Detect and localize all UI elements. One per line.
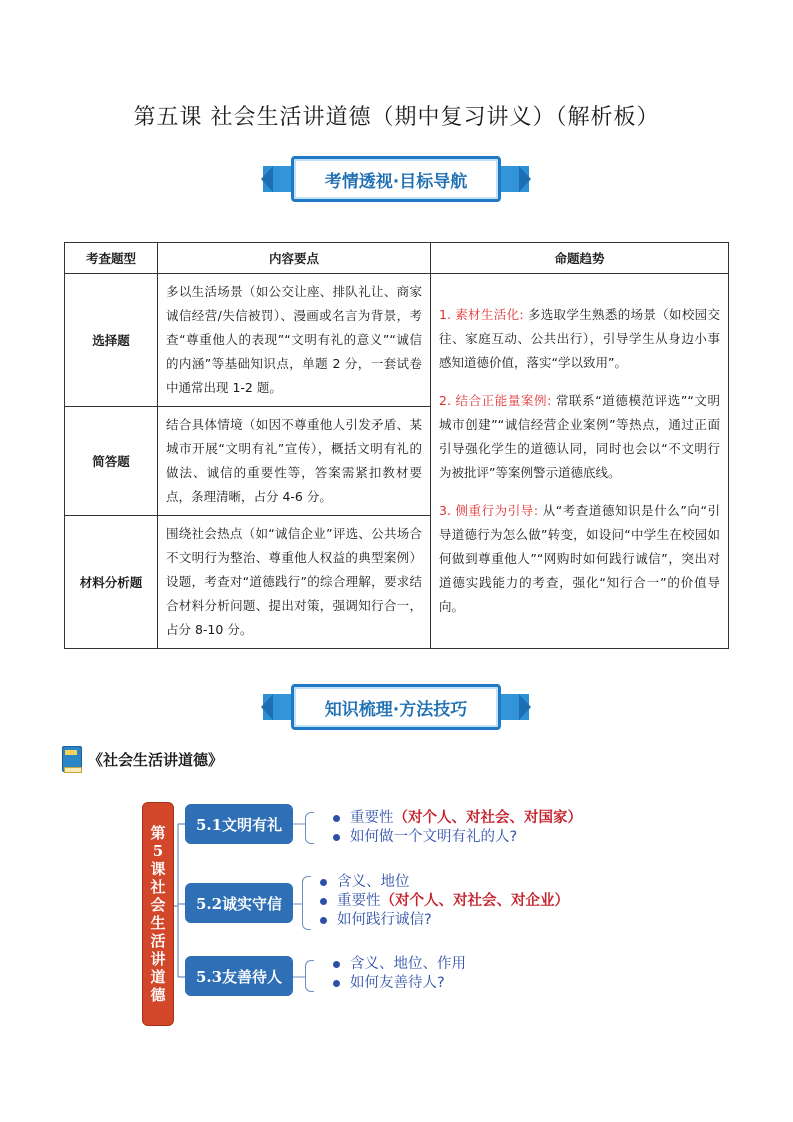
section-banner-knowledge [263,684,529,730]
bullet-icon [320,917,327,924]
section-banner-overview [263,156,529,202]
bullet-icon [333,980,340,987]
book-icon [62,746,82,772]
trend-text: 常联系“道德模范评选”“文明城市创建”“诚信经营企业案例”等热点，通过正面引导强化学生的道德认同，同时也会以“不文明行为被批评”等案例警示道德底线。 [439,393,720,480]
list-item: 含义、地位 [320,873,569,892]
root-char: 5 [152,842,164,860]
list-item: 如何做一个文明有礼的人? [333,828,582,847]
table-header: 考查题型 [65,243,158,274]
bullet-icon [320,879,327,886]
trend-text: 从“考查道德知识是什么”向“引导道德行为怎么做”转变，如设问“中学生在校园如何做到尊重他人”“网购时如何践行诚信”，突出对道德实践能力的考查，强化“知行合一”的价值导向。 [439,503,720,614]
banner-label: 考情透视·目标导航 [291,156,501,202]
question-type: 选择题 [65,274,158,407]
banner-label: 知识梳理·方法技巧 [291,684,501,730]
content-points: 围绕社会热点（如“诚信企业”评选、公共场合不文明行为整治、尊重他人权益的典型案例）设题，考查对“道德践行”的综合理解，要求结合材料分析问题、提出对策，强调知行合一，占分 8-10 分。 [158,516,431,649]
section-heading-text: 《社会生活讲道德》 [88,750,224,769]
table-header: 内容要点 [158,243,431,274]
root-char: 生 [150,914,166,932]
root-char: 会 [150,896,166,914]
root-char: 课 [150,860,166,878]
root-char: 活 [150,932,166,950]
page-title: 第五课 社会生活讲道德（期中复习讲义）（解析板） [133,105,660,130]
list-item: 含义、地位、作用 [333,955,466,974]
list-item: 重要性 （对个人、对社会、对企业） [320,892,569,911]
table-header: 命题趋势 [431,243,729,274]
root-char: 社 [150,878,166,896]
trend-item [439,389,720,485]
question-type: 材料分析题 [65,516,158,649]
content-points: 结合具体情境（如因不尊重他人引发矛盾、某城市开展“文明有礼”宣传），概括文明有礼的做法、诚信的重要性等，答案需紧扣教材要点，条理清晰，占分 4-6 分。 [158,407,431,516]
branch-bracket [305,812,314,844]
trend-text: 多选取学生熟悉的场景（如校园交往、家庭互动、公共出行），引导学生从身边小事感知道德价值，落实“学以致用”。 [439,307,720,370]
bullet-icon [333,834,340,841]
lesson-root [142,802,174,1026]
list-item: 如何践行诚信? [320,911,569,930]
trend-item [439,303,720,375]
bullet-icon [333,961,340,968]
branch-bracket [305,960,314,992]
list-item: 重要性 （对个人、对社会、对国家） [333,809,582,828]
question-type: 简答题 [65,407,158,516]
table-header-row [65,243,729,274]
list-item: 如何友善待人? [333,974,466,993]
trend-cell [431,274,729,649]
table-row [65,274,729,407]
branch-node: 5.1文明有礼 [185,804,293,844]
bullet-icon [320,898,327,905]
root-char: 德 [150,986,166,1004]
trend-label: 2. 结合正能量案例: [439,393,552,408]
root-char: 讲 [150,950,166,968]
root-char: 道 [150,968,166,986]
exam-analysis-table [64,242,729,649]
branch-node: 5.3友善待人 [185,956,293,996]
trend-label: 3. 侧重行为引导: [439,503,539,518]
trend-label: 1. 素材生活化: [439,307,524,322]
branch-items [320,873,569,930]
branch-node: 5.2诚实守信 [185,883,293,923]
branch-items [333,955,466,993]
content-points: 多以生活场景（如公交让座、排队礼让、商家诚信经营/失信被罚）、漫画或名言为背景，考查“尊重他人的表现”“文明有礼的意义”“诚信的内涵”等基础知识点，单题 2 分，一套试卷中通常出现 1-2 题。 [158,274,431,407]
section-heading [62,746,223,772]
root-char: 第 [150,824,166,842]
trend-item [439,499,720,619]
branch-bracket [302,876,311,930]
bullet-icon [333,815,340,822]
branch-items [333,809,582,847]
